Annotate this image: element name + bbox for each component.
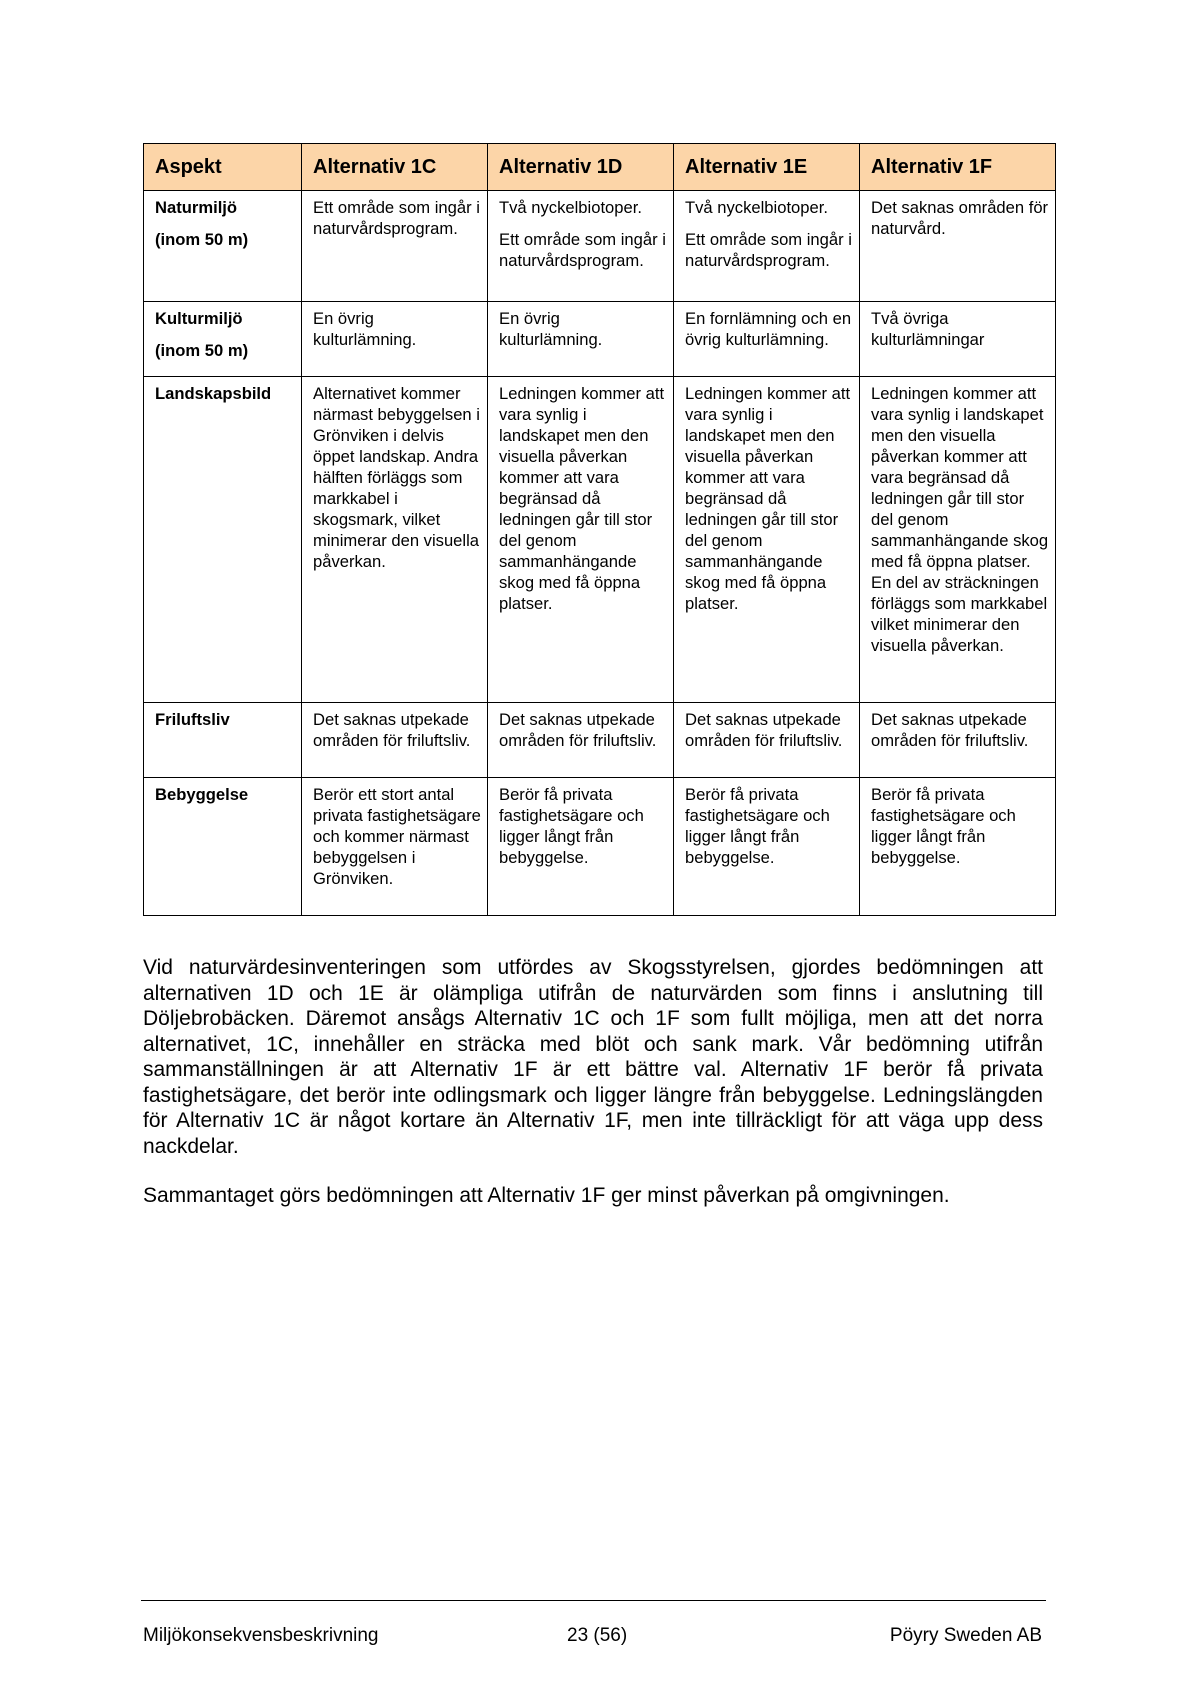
aspect-cell (144, 302, 302, 377)
table-cell (674, 302, 860, 377)
cell-text: En övrig kulturlämning. (313, 309, 417, 349)
header-alternativ-1c: Alternativ 1C (302, 144, 488, 191)
cell-text: Berör ett stort antal privata fastighetsägare och kommer närmast bebyggelsen i Grönviken. (313, 785, 481, 888)
body-paragraph: Sammantaget görs bedömningen att Alternativ 1F ger minst påverkan på omgivningen. (143, 1184, 950, 1207)
aspect-cell (144, 703, 302, 778)
cell-text: Det saknas utpekade områden för friluftsliv. (499, 710, 657, 750)
cell-text: Det saknas utpekade områden för friluftsliv. (313, 710, 471, 750)
table-row-landskapsbild (144, 377, 1056, 703)
table-cell (674, 191, 860, 302)
aspect-label: Naturmiljö (155, 198, 238, 217)
cell-text: Det saknas utpekade områden för friluftsliv. (685, 710, 843, 750)
table-cell (860, 778, 1056, 916)
table-cell (674, 778, 860, 916)
cell-text: Två övriga kulturlämningar (871, 309, 985, 349)
body-paragraph: Vid naturvärdesinventeringen som utfördes av Skogsstyrelsen, gjordes bedömningen att alternativen 1D och 1E är olämpliga utifrån de naturvärden som finns i anslutning till Döljebrobäcken. Däremot ansågs Alternativ 1C och 1F som fullt möjliga, men att det norra alternativet, 1C, innehåller en sträcka med blöt och sank mark. Vår bedömning utifrån sammanställningen är att Alternativ 1F är ett bättre val. Alternativ 1F berör få privata fastighetsägare, det berör inte odlingsmark och ligger längre från bebyggelse. Ledningslängden för Alternativ 1C är något kortare än Alternativ 1F, men inte tillräckligt för att väga upp dess nackdelar. (143, 956, 1043, 1158)
aspect-cell (144, 191, 302, 302)
table-cell (302, 302, 488, 377)
comparison-table (143, 143, 1056, 916)
table-cell (860, 302, 1056, 377)
aspect-label: Landskapsbild (155, 384, 272, 403)
header-alternativ-1e: Alternativ 1E (674, 144, 860, 191)
footer-company: Pöyry Sweden AB (889, 1625, 1042, 1646)
header-aspekt: Aspekt (144, 144, 302, 191)
table-row-bebyggelse (144, 778, 1056, 916)
table-header-row (144, 144, 1056, 191)
cell-text: Två nyckelbiotoper. (685, 198, 828, 217)
cell-text: Ett område som ingår i naturvårdsprogram. (685, 230, 852, 270)
table-cell (302, 377, 488, 703)
cell-text: En övrig kulturlämning. (499, 309, 603, 349)
cell-text: Berör få privata fastighetsägare och ligger långt från bebyggelse. (685, 785, 830, 867)
cell-text: Ledningen kommer att vara synlig i landskapet men den visuella påverkan kommer att vara begränsad då ledningen går till stor del genom sammanhängande skog med få öppna platser. En del av sträckningen förläggs som markkabel vilket minimerar den visuella påverkan. (871, 384, 1049, 655)
table-cell (302, 778, 488, 916)
table-cell (860, 191, 1056, 302)
cell-text: Alternativet kommer närmast bebyggelsen i Grönviken i delvis öppet landskap. Andra hälften förläggs som markkabel i skogsmark, vilket minimerar den visuella påverkan. (313, 384, 480, 571)
table-cell (488, 302, 674, 377)
cell-text: Ledningen kommer att vara synlig i landskapet men den visuella påverkan kommer att vara begränsad då ledningen går till stor del genom sammanhängande skog med få öppna platser. (685, 384, 851, 613)
header-alternativ-1d: Alternativ 1D (488, 144, 674, 191)
aspect-label: Bebyggelse (155, 785, 249, 804)
table-cell (860, 703, 1056, 778)
cell-text: Ett område som ingår i naturvårdsprogram. (499, 230, 666, 270)
aspect-sublabel: (inom 50 m) (155, 341, 249, 360)
footer-document-title: Miljökonsekvensbeskrivning (143, 1625, 379, 1646)
table-cell (860, 377, 1056, 703)
table-cell (488, 703, 674, 778)
table-cell (674, 377, 860, 703)
table-cell (488, 377, 674, 703)
aspect-label: Friluftsliv (155, 710, 230, 729)
footer-divider (141, 1600, 1046, 1601)
cell-text: Ledningen kommer att vara synlig i landskapet men den visuella påverkan kommer att vara begränsad då ledningen går till stor del genom sammanhängande skog med få öppna platser. (499, 384, 665, 613)
header-alternativ-1f: Alternativ 1F (860, 144, 1056, 191)
footer-page-number: 23 (56) (567, 1625, 628, 1646)
table-cell (488, 191, 674, 302)
table-cell (674, 703, 860, 778)
cell-text: Två nyckelbiotoper. (499, 198, 642, 217)
table-row-kulturmiljo (144, 302, 1056, 377)
aspect-cell (144, 377, 302, 703)
aspect-label: Kulturmiljö (155, 309, 243, 328)
table-cell (302, 191, 488, 302)
cell-text: En fornlämning och en övrig kulturlämning. (685, 309, 852, 349)
table-row-friluftsliv (144, 703, 1056, 778)
cell-text: Det saknas utpekade områden för friluftsliv. (871, 710, 1029, 750)
cell-text: Berör få privata fastighetsägare och ligger långt från bebyggelse. (499, 785, 644, 867)
cell-text: Det saknas områden för naturvård. (871, 198, 1049, 238)
aspect-cell (144, 778, 302, 916)
table-cell (302, 703, 488, 778)
aspect-sublabel: (inom 50 m) (155, 230, 249, 249)
cell-text: Ett område som ingår i naturvårdsprogram. (313, 198, 480, 238)
cell-text: Berör få privata fastighetsägare och ligger långt från bebyggelse. (871, 785, 1016, 867)
table-row-naturmiljo (144, 191, 1056, 302)
table-cell (488, 778, 674, 916)
